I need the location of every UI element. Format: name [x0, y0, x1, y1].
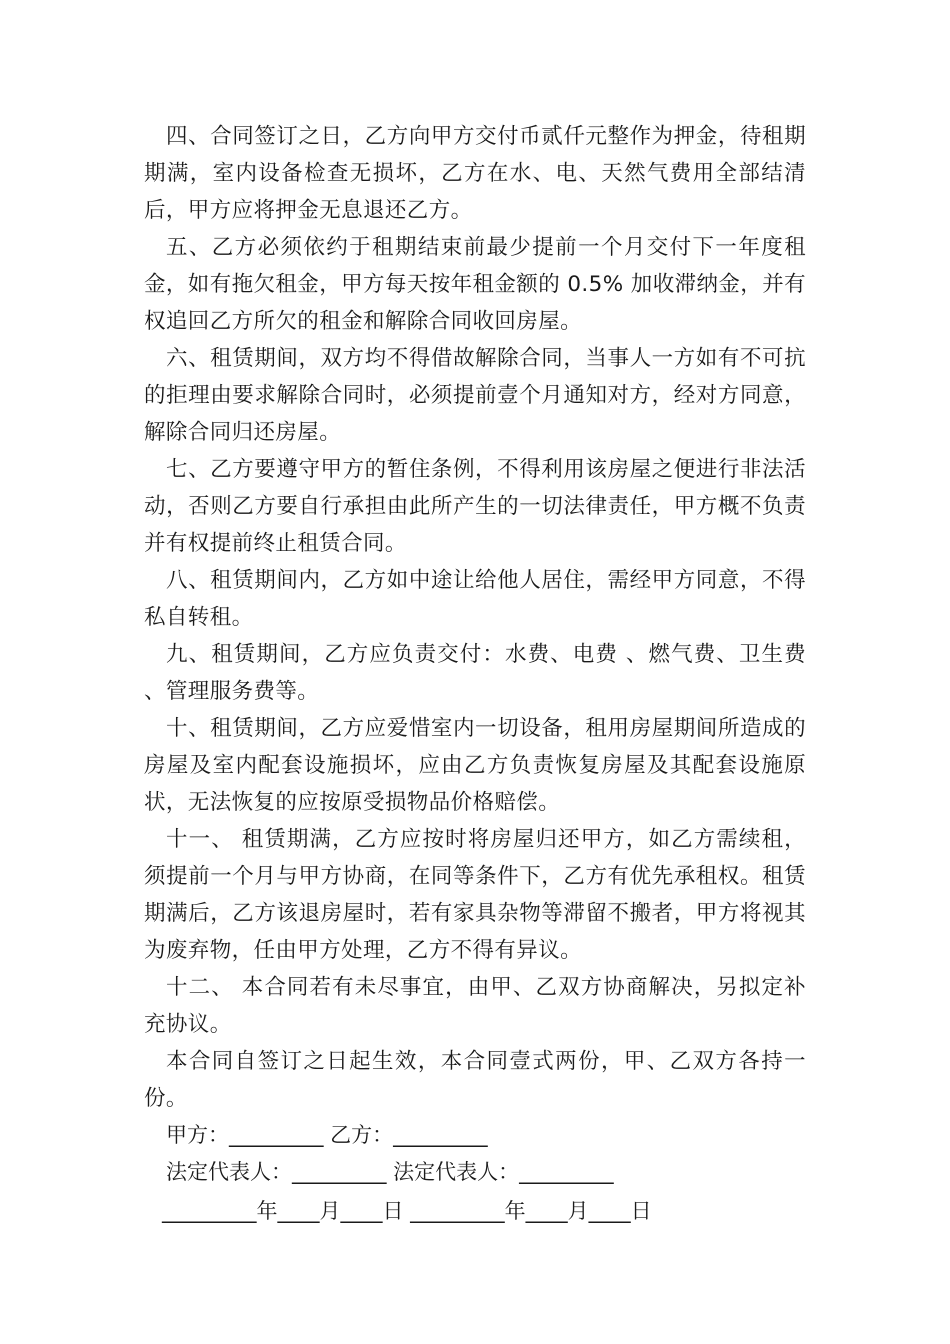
clause-4: 四、合同签订之日，乙方向甲方交付币贰仟元整作为押金，待租期期满，室内设备检查无损坏，乙方在水、电、天然气费用全部结清后，甲方应将押金无息退还乙方。 [144, 124, 806, 223]
signature-date-text: _________年____月____日 _________年____月____日 [162, 1199, 652, 1223]
party-signature-text: 甲方：_________ 乙方：_________ [166, 1123, 488, 1147]
clause-9: 九、租赁期间，乙方应负责交付：水费、电费 、燃气费、卫生费 、管理服务费等。 [144, 642, 806, 704]
signature-block [144, 1117, 806, 1230]
effective-clause: 本合同自签订之日起生效，本合同壹式两份，甲、乙双方各持一份。 [144, 1049, 806, 1111]
representative-signature-text: 法定代表人：_________ 法定代表人：_________ [166, 1160, 614, 1184]
clause-6: 六、租赁期间，双方均不得借故解除合同，当事人一方如有不可抗的拒理由要求解除合同时，必须提前壹个月通知对方，经对方同意，解除合同归还房屋。 [144, 346, 806, 445]
clause-8: 八、租赁期间内，乙方如中途让给他人居住，需经甲方同意，不得私自转租。 [144, 568, 806, 630]
clause-12: 十二、 本合同若有未尽事宜，由甲、乙双方协商解决，另拟定补充协议。 [144, 975, 806, 1037]
clause-11: 十一、 租赁期满，乙方应按时将房屋归还甲方，如乙方需续租，须提前一个月与甲方协商，在同等条件下，乙方有优先承租权。租赁期满后，乙方该退房屋时，若有家具杂物等滞留不搬者，甲方将视其为废弃物，任由甲方处理，乙方不得有异议。 [144, 827, 806, 963]
clause-7: 七、乙方要遵守甲方的暂住条例，不得利用该房屋之便进行非法活动，否则乙方要自行承担由此所产生的一切法律责任，甲方概不负责并有权提前终止租赁合同。 [144, 457, 806, 556]
contract-page [144, 118, 806, 1230]
party-signature-line [144, 1117, 806, 1154]
clause-5: 五、乙方必须依约于租期结束前最少提前一个月交付下一年度租金，如有拖欠租金，甲方每天按年租金额的 0.5% 加收滞纳金，并有权追回乙方所欠的租金和解除合同收回房屋。 [144, 235, 806, 334]
signature-date-line [144, 1193, 806, 1230]
clause-10: 十、租赁期间，乙方应爱惜室内一切设备，租用房屋期间所造成的房屋及室内配套设施损坏，应由乙方负责恢复房屋及其配套设施原状，无法恢复的应按原受损物品价格赔偿。 [144, 716, 806, 815]
representative-signature-line [144, 1154, 806, 1191]
